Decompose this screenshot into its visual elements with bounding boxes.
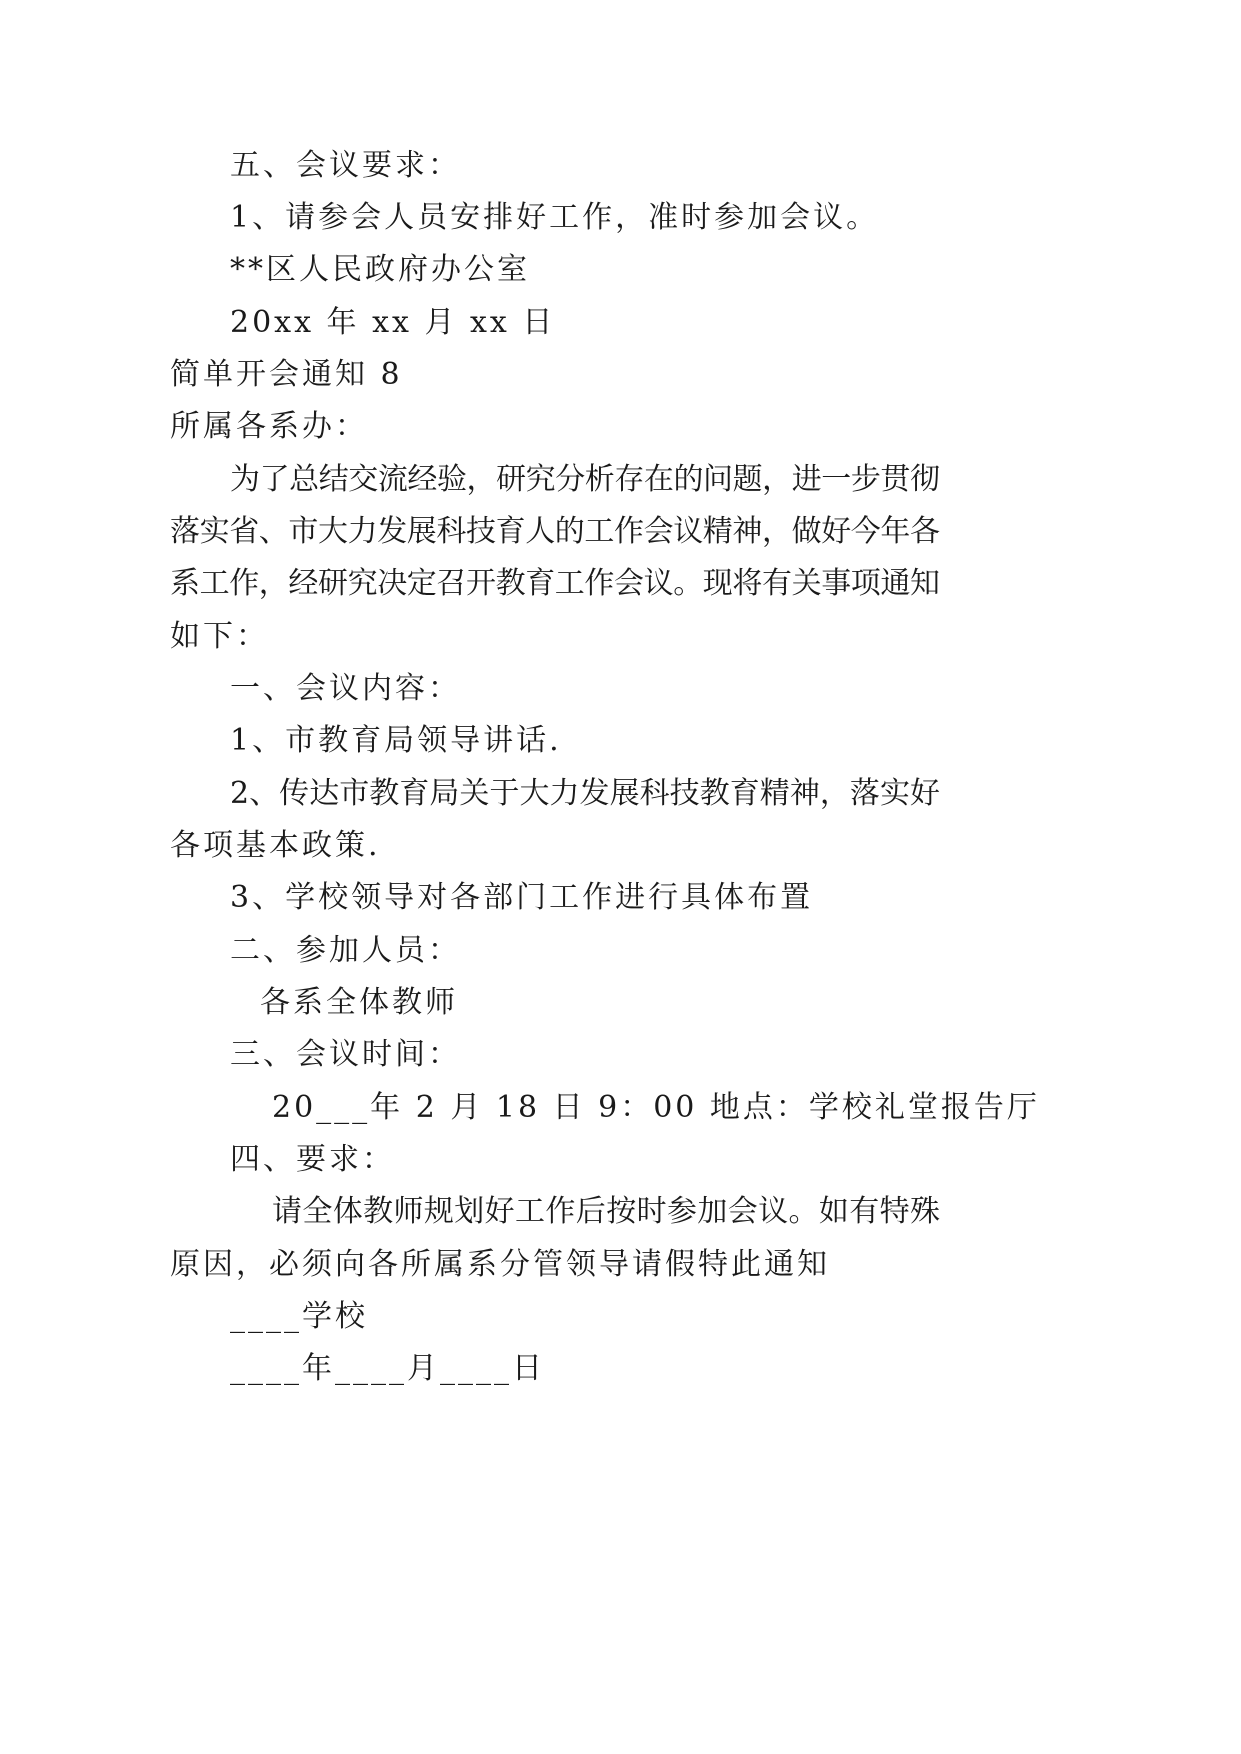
- participants: 各系全体教师: [260, 985, 458, 1020]
- content-item-3: 3、学校领导对各部门工作进行具体布置: [230, 880, 814, 915]
- content-item-1: 1、市教育局领导讲话.: [230, 723, 562, 758]
- section-three-heading: 三、会议时间：: [230, 1037, 461, 1072]
- meeting-time-location: 20___年 2 月 18 日 9：00 地点：学校礼堂报告厅: [272, 1090, 1040, 1125]
- content-item-2-line-1: 2、传达市教育局关于大力发展科技教育精神，落实好: [230, 776, 941, 811]
- issue-date: 20xx 年 xx 月 xx 日: [230, 305, 556, 340]
- body-paragraph-line-2: 落实省、市大力发展科技育人的工作会议精神，做好今年各: [170, 514, 940, 549]
- notice-title: 简单开会通知 8: [170, 357, 403, 392]
- body-paragraph-line-4: 如下：: [170, 619, 269, 654]
- school-signature: ____学校: [230, 1299, 368, 1334]
- section-two-heading: 二、参加人员：: [230, 933, 461, 968]
- addressee: 所属各系办：: [170, 409, 368, 444]
- section-five-heading: 五、会议要求：: [230, 148, 461, 183]
- requirement-line-1: 请全体教师规划好工作后按时参加会议。如有特殊: [272, 1194, 941, 1229]
- section-four-heading: 四、要求：: [230, 1142, 395, 1177]
- content-item-2-line-2: 各项基本政策.: [170, 828, 381, 863]
- body-paragraph-line-1: 为了总结交流经验，研究分析存在的问题，进一步贯彻: [230, 462, 940, 497]
- requirement-item-1: 1、请参会人员安排好工作，准时参加会议。: [230, 200, 880, 235]
- requirement-line-2: 原因，必须向各所属系分管领导请假特此通知: [170, 1247, 830, 1282]
- issuer-signature: **区人民政府办公室: [230, 252, 530, 287]
- signature-date: ____年____月____日: [230, 1351, 545, 1386]
- section-one-heading: 一、会议内容：: [230, 671, 461, 706]
- body-paragraph-line-3: 系工作，经研究决定召开教育工作会议。现将有关事项通知: [170, 566, 940, 601]
